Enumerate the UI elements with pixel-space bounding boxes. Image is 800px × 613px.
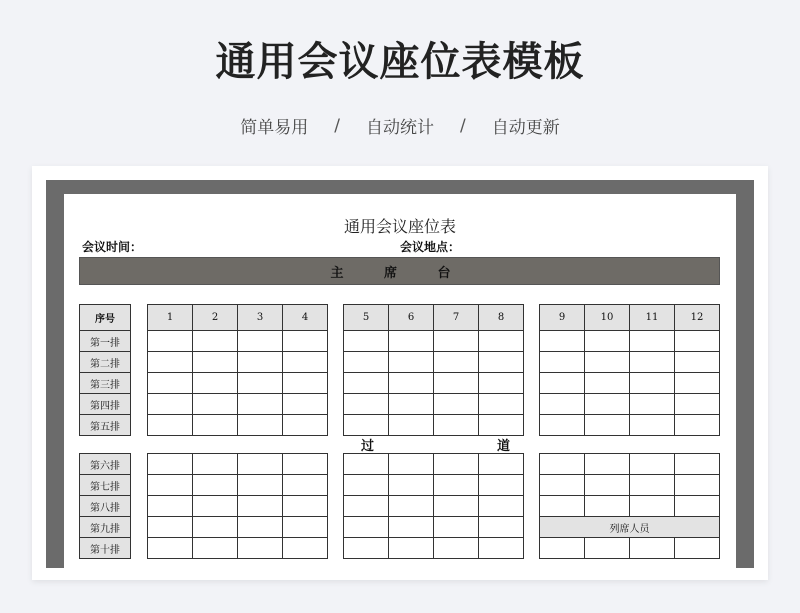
seat-cell[interactable] xyxy=(193,415,238,436)
seat-cell[interactable] xyxy=(344,496,389,517)
podium-label: 主 席 台 xyxy=(330,265,469,281)
seat-cell[interactable] xyxy=(434,538,479,559)
row-label: 第三排 xyxy=(80,373,131,394)
seat-cell[interactable] xyxy=(434,373,479,394)
seat-number-cell: 2 xyxy=(193,305,238,331)
seat-block-2-top xyxy=(343,304,524,436)
row-label: 第二排 xyxy=(80,352,131,373)
seat-cell[interactable] xyxy=(540,415,585,436)
seat-cell[interactable] xyxy=(389,496,434,517)
tagline-separator: / xyxy=(334,115,340,136)
seat-cell[interactable] xyxy=(283,517,328,538)
seat-cell[interactable] xyxy=(238,352,283,373)
seat-cell[interactable] xyxy=(148,331,193,352)
seat-cell[interactable] xyxy=(238,415,283,436)
seat-cell[interactable] xyxy=(283,496,328,517)
seat-cell[interactable] xyxy=(540,538,585,559)
seat-cell[interactable] xyxy=(389,538,434,559)
row-label: 第四排 xyxy=(80,394,131,415)
seat-cell[interactable] xyxy=(479,496,524,517)
seat-cell[interactable] xyxy=(283,454,328,475)
seat-cell[interactable] xyxy=(585,496,630,517)
attendees-label-cell: 列席人员 xyxy=(540,517,720,538)
seat-cell[interactable] xyxy=(238,331,283,352)
seat-cell[interactable] xyxy=(344,475,389,496)
seat-cell[interactable] xyxy=(344,454,389,475)
tagline-item: 自动统计 xyxy=(366,118,434,138)
seat-cell[interactable] xyxy=(479,394,524,415)
seat-cell[interactable] xyxy=(148,415,193,436)
seat-cell[interactable] xyxy=(434,394,479,415)
seat-cell[interactable] xyxy=(344,538,389,559)
seat-cell[interactable] xyxy=(630,496,675,517)
seat-cell[interactable] xyxy=(479,517,524,538)
tagline-item: 简单易用 xyxy=(240,118,309,138)
seat-cell[interactable] xyxy=(389,415,434,436)
seat-cell[interactable] xyxy=(238,454,283,475)
seat-cell[interactable] xyxy=(238,394,283,415)
seat-cell[interactable] xyxy=(389,352,434,373)
tagline-separator: / xyxy=(460,115,466,136)
seat-cell[interactable] xyxy=(675,352,720,373)
seat-cell[interactable] xyxy=(434,454,479,475)
row-label: 第一排 xyxy=(80,331,131,352)
seat-cell[interactable] xyxy=(675,475,720,496)
seat-cell[interactable] xyxy=(344,352,389,373)
row-labels-top xyxy=(79,304,131,436)
seat-cell[interactable] xyxy=(479,352,524,373)
seat-cell[interactable] xyxy=(238,373,283,394)
seat-block-1-bottom xyxy=(147,453,328,559)
seat-cell[interactable] xyxy=(148,352,193,373)
seat-block-2-bottom xyxy=(343,453,524,559)
seat-cell[interactable] xyxy=(540,373,585,394)
seat-cell[interactable] xyxy=(540,496,585,517)
seat-number-cell: 1 xyxy=(148,305,193,331)
seat-number-cell: 12 xyxy=(675,305,720,331)
row-label: 第六排 xyxy=(80,454,131,475)
row-labels-bottom xyxy=(79,453,131,559)
seat-cell[interactable] xyxy=(630,352,675,373)
seat-cell[interactable] xyxy=(193,373,238,394)
row-label: 第五排 xyxy=(80,415,131,436)
seat-cell[interactable] xyxy=(148,394,193,415)
seat-cell[interactable] xyxy=(630,331,675,352)
seat-number-cell: 8 xyxy=(479,305,524,331)
seat-number-cell: 9 xyxy=(540,305,585,331)
seat-cell[interactable] xyxy=(283,538,328,559)
seat-cell[interactable] xyxy=(675,496,720,517)
seat-cell[interactable] xyxy=(283,373,328,394)
seat-cell[interactable] xyxy=(148,373,193,394)
seat-cell[interactable] xyxy=(540,475,585,496)
seat-cell[interactable] xyxy=(193,331,238,352)
seat-cell[interactable] xyxy=(193,517,238,538)
seat-number-cell: 7 xyxy=(434,305,479,331)
row-label: 第七排 xyxy=(80,475,131,496)
seat-cell[interactable] xyxy=(434,517,479,538)
seat-cell[interactable] xyxy=(675,331,720,352)
seat-cell[interactable] xyxy=(148,517,193,538)
seat-cell[interactable] xyxy=(434,475,479,496)
seat-cell[interactable] xyxy=(148,475,193,496)
seat-number-cell: 5 xyxy=(344,305,389,331)
seat-cell[interactable] xyxy=(238,496,283,517)
seat-number-cell: 10 xyxy=(585,305,630,331)
seat-cell[interactable] xyxy=(238,475,283,496)
seat-cell[interactable] xyxy=(193,496,238,517)
seat-cell[interactable] xyxy=(434,331,479,352)
seat-cell[interactable] xyxy=(479,475,524,496)
seat-number-cell: 11 xyxy=(630,305,675,331)
meeting-place-label: 会议地点： xyxy=(400,240,461,254)
seat-cell[interactable] xyxy=(344,415,389,436)
seat-cell[interactable] xyxy=(479,373,524,394)
seat-cell[interactable] xyxy=(585,331,630,352)
seat-cell[interactable] xyxy=(283,331,328,352)
seat-cell[interactable] xyxy=(540,454,585,475)
seat-block-3-top xyxy=(539,304,720,436)
seat-cell[interactable] xyxy=(585,352,630,373)
seat-cell[interactable] xyxy=(585,454,630,475)
page-headline: 通用会议座位表模板 xyxy=(215,39,585,85)
seat-cell[interactable] xyxy=(283,415,328,436)
seat-cell[interactable] xyxy=(344,517,389,538)
row-label: 第八排 xyxy=(80,496,131,517)
seat-block-1-top xyxy=(147,304,328,436)
seat-cell[interactable] xyxy=(193,352,238,373)
seat-cell[interactable] xyxy=(630,454,675,475)
seat-cell[interactable] xyxy=(193,475,238,496)
seat-cell[interactable] xyxy=(148,496,193,517)
seat-cell[interactable] xyxy=(283,475,328,496)
seat-cell[interactable] xyxy=(675,538,720,559)
row-label: 第九排 xyxy=(80,517,131,538)
aisle-label-left: 过 xyxy=(361,439,375,454)
seat-cell[interactable] xyxy=(540,352,585,373)
podium-bar xyxy=(79,257,720,285)
seat-cell[interactable] xyxy=(585,475,630,496)
seat-cell[interactable] xyxy=(479,331,524,352)
seat-cell[interactable] xyxy=(630,415,675,436)
seat-cell[interactable] xyxy=(283,352,328,373)
tagline xyxy=(0,113,800,138)
seat-cell[interactable] xyxy=(344,373,389,394)
seat-number-cell: 3 xyxy=(238,305,283,331)
seat-cell[interactable] xyxy=(540,331,585,352)
seat-cell[interactable] xyxy=(630,373,675,394)
tagline-item: 自动更新 xyxy=(491,118,560,138)
seat-cell[interactable] xyxy=(434,415,479,436)
seat-cell[interactable] xyxy=(344,394,389,415)
seat-cell[interactable] xyxy=(585,373,630,394)
row-label: 第十排 xyxy=(80,538,131,559)
aisle-label-right: 道 xyxy=(497,439,511,454)
seat-cell[interactable] xyxy=(479,454,524,475)
seat-cell[interactable] xyxy=(283,394,328,415)
seat-cell[interactable] xyxy=(675,454,720,475)
seat-cell[interactable] xyxy=(238,517,283,538)
seat-cell[interactable] xyxy=(238,538,283,559)
seat-number-cell: 4 xyxy=(283,305,328,331)
seat-cell[interactable] xyxy=(434,352,479,373)
seat-cell[interactable] xyxy=(675,373,720,394)
seat-cell[interactable] xyxy=(630,538,675,559)
seat-cell[interactable] xyxy=(675,394,720,415)
seat-cell[interactable] xyxy=(148,538,193,559)
seat-cell[interactable] xyxy=(630,394,675,415)
sheet-title: 通用会议座位表 xyxy=(343,217,456,236)
seat-block-3-bottom xyxy=(539,453,720,559)
seat-cell[interactable] xyxy=(389,331,434,352)
seat-cell[interactable] xyxy=(389,475,434,496)
seat-cell[interactable] xyxy=(585,415,630,436)
seat-cell[interactable] xyxy=(148,454,193,475)
seat-cell[interactable] xyxy=(389,394,434,415)
seat-cell[interactable] xyxy=(540,394,585,415)
seat-number-cell: 6 xyxy=(389,305,434,331)
seat-cell[interactable] xyxy=(585,538,630,559)
seat-cell[interactable] xyxy=(434,496,479,517)
row-header-cell: 序号 xyxy=(80,305,131,331)
seat-cell[interactable] xyxy=(193,454,238,475)
seat-cell[interactable] xyxy=(389,373,434,394)
seat-cell[interactable] xyxy=(389,517,434,538)
seat-cell[interactable] xyxy=(389,454,434,475)
seat-cell[interactable] xyxy=(630,475,675,496)
seat-cell[interactable] xyxy=(193,538,238,559)
seat-cell[interactable] xyxy=(675,415,720,436)
seat-cell[interactable] xyxy=(193,394,238,415)
seat-cell[interactable] xyxy=(585,394,630,415)
seat-cell[interactable] xyxy=(479,415,524,436)
meeting-time-label: 会议时间： xyxy=(82,240,143,254)
seat-cell[interactable] xyxy=(479,538,524,559)
seat-cell[interactable] xyxy=(344,331,389,352)
